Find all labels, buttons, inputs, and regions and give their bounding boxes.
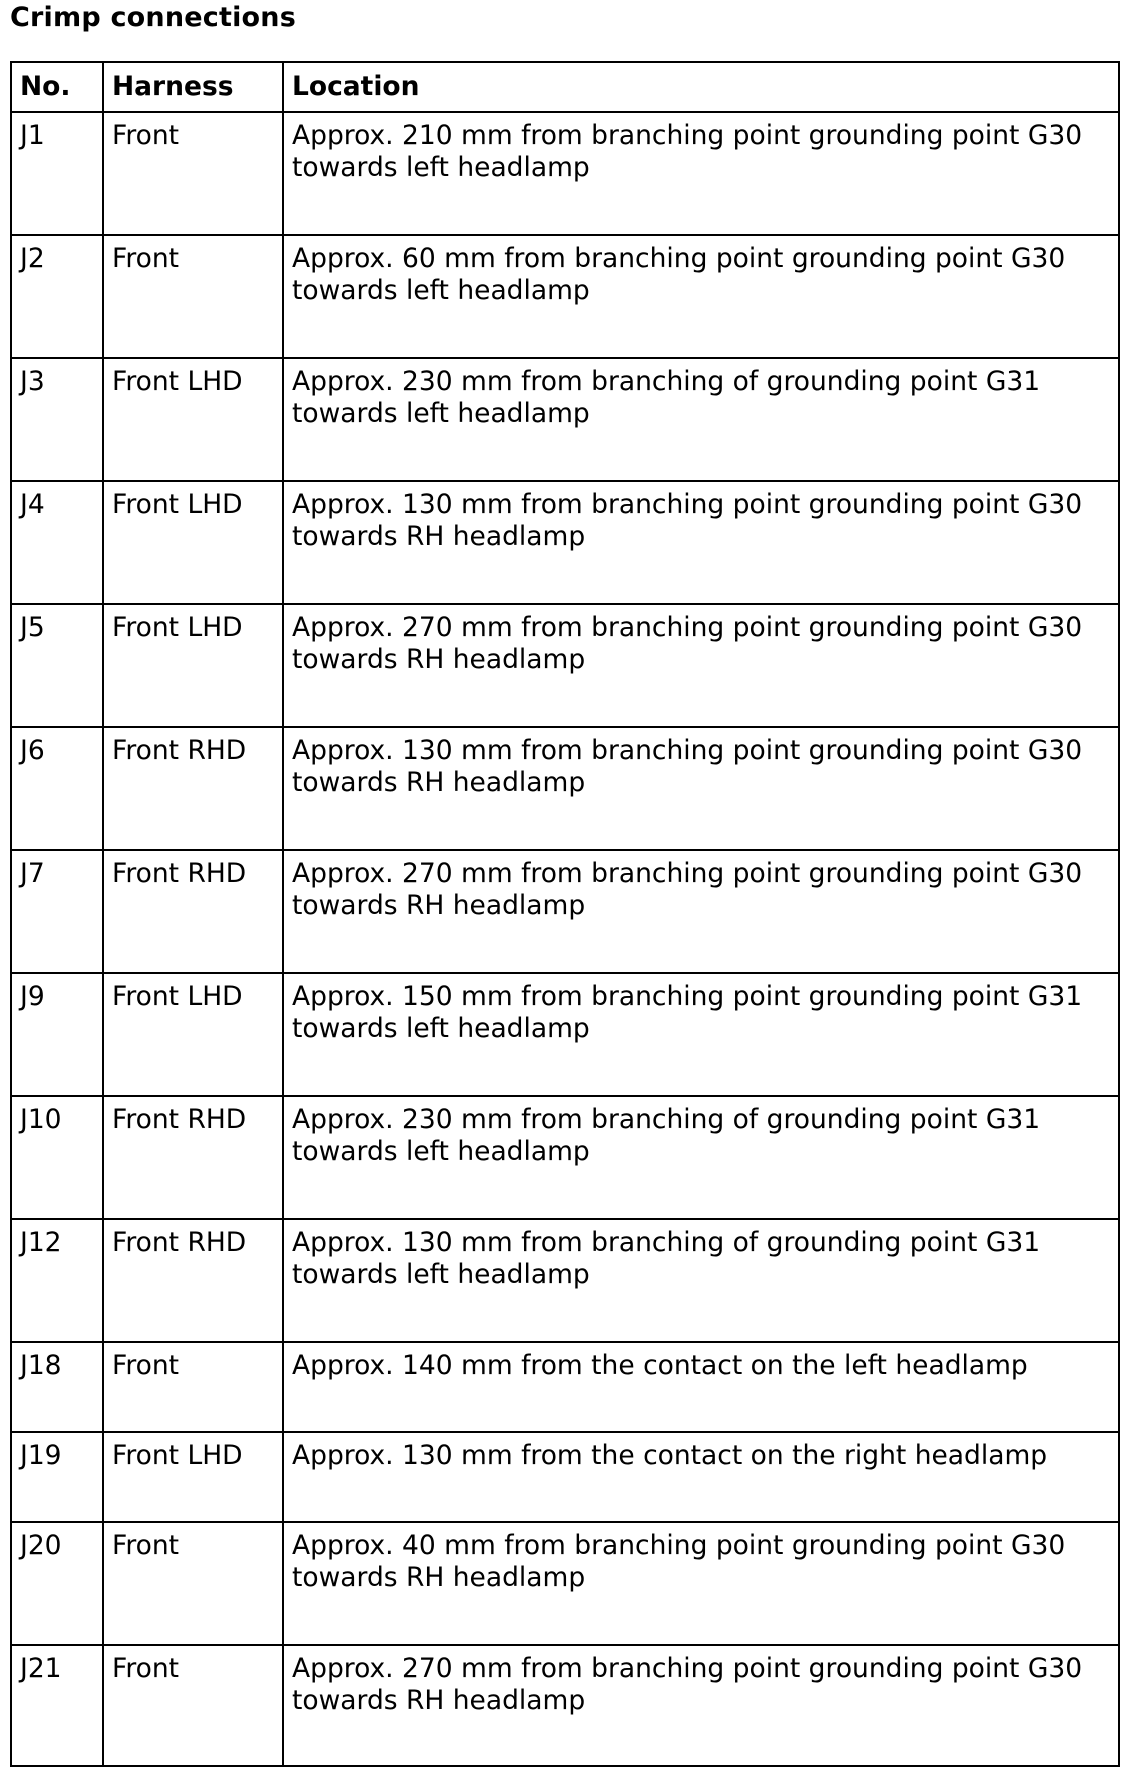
table-row — [11, 112, 1119, 235]
cell-location: Approx. 270 mm from branching point grounding point G30 towards RH headlamp — [283, 604, 1119, 727]
cell-harness: Front RHD — [103, 1219, 283, 1342]
cell-location: Approx. 230 mm from branching of grounding point G31 towards left headlamp — [283, 1096, 1119, 1219]
table-row — [11, 1522, 1119, 1645]
table-row — [11, 235, 1119, 358]
cell-no: J7 — [11, 850, 103, 973]
cell-no: J19 — [11, 1432, 103, 1522]
table-header-row — [11, 62, 1119, 112]
cell-location: Approx. 130 mm from branching point grounding point G30 towards RH headlamp — [283, 727, 1119, 850]
cell-location: Approx. 150 mm from branching point grounding point G31 towards left headlamp — [283, 973, 1119, 1096]
cell-harness: Front — [103, 112, 283, 235]
cell-harness: Front LHD — [103, 973, 283, 1096]
cell-location: Approx. 60 mm from branching point grounding point G30 towards left headlamp — [283, 235, 1119, 358]
table-row — [11, 358, 1119, 481]
cell-no: J4 — [11, 481, 103, 604]
cell-no: J5 — [11, 604, 103, 727]
cell-no: J21 — [11, 1645, 103, 1766]
cell-harness: Front RHD — [103, 850, 283, 973]
cell-no: J12 — [11, 1219, 103, 1342]
table-row — [11, 1096, 1119, 1219]
cell-harness: Front LHD — [103, 358, 283, 481]
cell-harness: Front — [103, 235, 283, 358]
table-row — [11, 850, 1119, 973]
table-row — [11, 1432, 1119, 1522]
cell-harness: Front RHD — [103, 727, 283, 850]
column-header-location: Location — [283, 62, 1119, 112]
cell-location: Approx. 210 mm from branching point grounding point G30 towards left headlamp — [283, 112, 1119, 235]
cell-no: J3 — [11, 358, 103, 481]
table-row — [11, 727, 1119, 850]
cell-harness: Front — [103, 1522, 283, 1645]
cell-location: Approx. 40 mm from branching point grounding point G30 towards RH headlamp — [283, 1522, 1119, 1645]
column-header-no: No. — [11, 62, 103, 112]
cell-no: J6 — [11, 727, 103, 850]
table-row — [11, 481, 1119, 604]
cell-no: J10 — [11, 1096, 103, 1219]
table-row — [11, 1645, 1119, 1766]
cell-no: J1 — [11, 112, 103, 235]
table-row — [11, 1342, 1119, 1432]
cell-harness: Front RHD — [103, 1096, 283, 1219]
cell-location: Approx. 140 mm from the contact on the left headlamp — [283, 1342, 1119, 1432]
cell-location: Approx. 270 mm from branching point grounding point G30 towards RH headlamp — [283, 1645, 1119, 1766]
table-row — [11, 604, 1119, 727]
cell-no: J18 — [11, 1342, 103, 1432]
table-row — [11, 973, 1119, 1096]
cell-no: J2 — [11, 235, 103, 358]
cell-location: Approx. 130 mm from the contact on the right headlamp — [283, 1432, 1119, 1522]
cell-no: J20 — [11, 1522, 103, 1645]
column-header-harness: Harness — [103, 62, 283, 112]
cell-harness: Front — [103, 1342, 283, 1432]
cell-no: J9 — [11, 973, 103, 1096]
cell-location: Approx. 130 mm from branching of grounding point G31 towards left headlamp — [283, 1219, 1119, 1342]
crimp-connections-table — [10, 61, 1120, 1767]
cell-harness: Front LHD — [103, 1432, 283, 1522]
cell-harness: Front LHD — [103, 604, 283, 727]
cell-harness: Front — [103, 1645, 283, 1766]
cell-location: Approx. 270 mm from branching point grounding point G30 towards RH headlamp — [283, 850, 1119, 973]
page-title: Crimp connections — [10, 2, 296, 33]
cell-harness: Front LHD — [103, 481, 283, 604]
table-row — [11, 1219, 1119, 1342]
cell-location: Approx. 230 mm from branching of grounding point G31 towards left headlamp — [283, 358, 1119, 481]
cell-location: Approx. 130 mm from branching point grounding point G30 towards RH headlamp — [283, 481, 1119, 604]
